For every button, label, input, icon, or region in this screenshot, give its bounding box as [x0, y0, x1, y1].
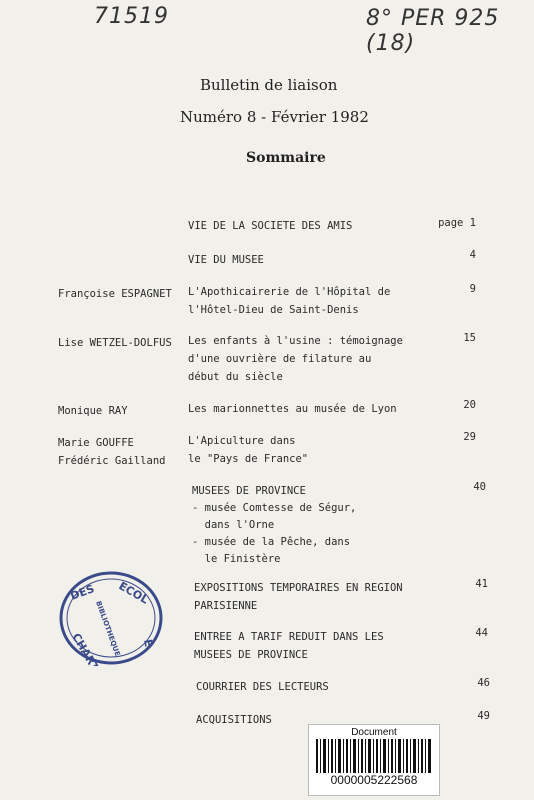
toc-title: EXPOSITIONS TEMPORAIRES EN REGION — [194, 582, 403, 594]
toc-title: ENTREE A TARIF REDUIT DANS LES — [194, 631, 384, 643]
toc-author: Françoise ESPAGNET — [58, 288, 172, 300]
toc-title: l'Hôtel-Dieu de Saint-Denis — [188, 304, 359, 316]
sommaire-heading: Sommaire — [246, 150, 326, 166]
toc-title: le Finistère — [192, 553, 281, 565]
toc-title: - musée de la Pêche, dans — [192, 536, 351, 548]
svg-text:CHARTES: CHARTES — [69, 631, 110, 666]
toc-title: VIE DE LA SOCIETE DES AMIS — [188, 220, 353, 232]
svg-text:DES: DES — [68, 582, 97, 603]
toc-author: Marie GOUFFE Frédéric Gailland — [58, 437, 166, 467]
toc-page: 46 — [477, 677, 490, 689]
barcode-graphic — [310, 739, 438, 773]
handwritten-call-number-left: 71519 — [94, 4, 169, 29]
toc-title: début du siècle — [188, 371, 283, 383]
toc-page: 29 — [463, 431, 476, 443]
toc-title: MUSEES DE PROVINCE — [194, 649, 308, 661]
svg-text:ECOL: ECOL — [116, 579, 151, 607]
svg-text:BIBLIOTHEQUE: BIBLIOTHEQUE — [94, 599, 122, 658]
toc-author: Monique RAY — [58, 405, 128, 417]
toc-page: 20 — [463, 399, 476, 411]
barcode-label: Document — [351, 727, 397, 738]
toc-title: L'Apothicairerie de l'Hôpital de — [188, 286, 391, 298]
toc-page: 41 — [475, 578, 488, 590]
toc-page: 40 — [473, 481, 486, 493]
toc-title: Les enfants à l'usine : témoignage — [188, 335, 403, 347]
toc-title: COURRIER DES LECTEURS — [196, 681, 329, 693]
toc-title: Les marionnettes au musée de Lyon — [188, 403, 397, 415]
toc-title: d'une ouvrière de filature au — [188, 353, 372, 365]
bulletin-title: Bulletin de liaison — [200, 76, 338, 94]
toc-title: L'Apiculture dans — [188, 435, 296, 447]
toc-page: 49 — [477, 710, 490, 722]
toc-page: 4 — [469, 249, 476, 261]
toc-page: 15 — [463, 332, 476, 344]
barcode-sticker — [308, 724, 440, 796]
toc-title: dans l'Orne — [192, 519, 275, 531]
toc-title: PARISIENNE — [194, 600, 258, 612]
library-stamp — [58, 570, 164, 666]
toc-author: Lise WETZEL-DOLFUS — [58, 337, 172, 349]
toc-title: - musée Comtesse de Ségur, — [192, 502, 357, 514]
toc-title: MUSEES DE PROVINCE — [192, 485, 306, 497]
toc-page: 9 — [469, 283, 476, 295]
toc-title: le "Pays de France" — [188, 453, 309, 465]
toc-page: 44 — [475, 627, 488, 639]
barcode-number: 0000005222568 — [330, 773, 418, 787]
toc-page: page 1 — [438, 217, 476, 229]
library-seal-graphic — [58, 570, 164, 666]
svg-text:E: E — [141, 638, 156, 648]
toc-title: VIE DU MUSEE — [188, 254, 264, 266]
toc-title: ACQUISITIONS — [196, 714, 272, 726]
issue-line: Numéro 8 - Février 1982 — [180, 108, 369, 126]
handwritten-call-number-right: 8° PER 925 (18) — [366, 6, 500, 56]
